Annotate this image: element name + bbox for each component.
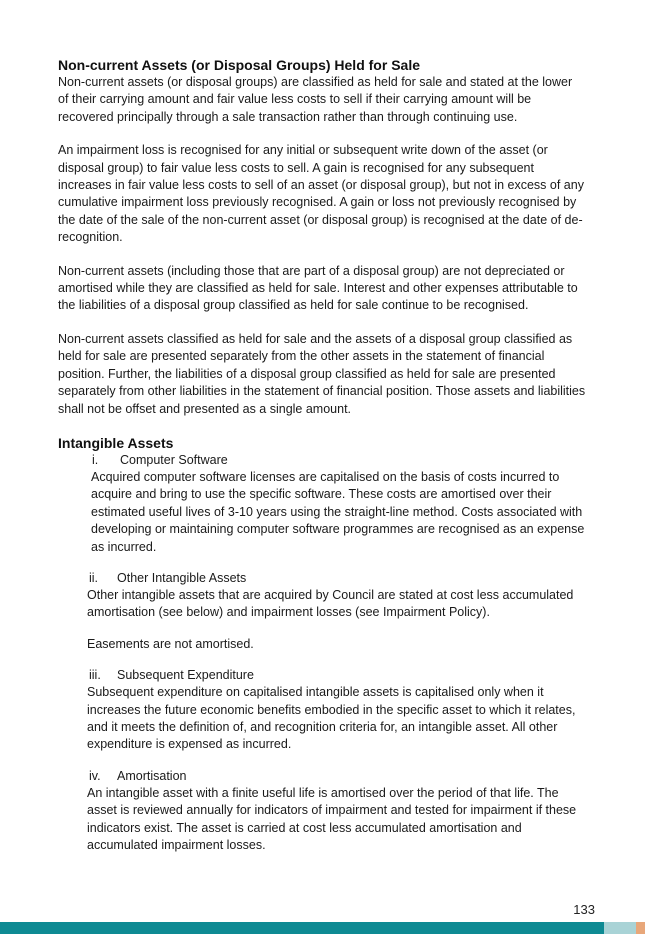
- subsection-heading: [89, 667, 586, 684]
- subsection-heading: [89, 570, 586, 587]
- footer-color-bar: [0, 922, 645, 934]
- section-title-held-for-sale: Non-current Assets (or Disposal Groups) Held for Sale: [58, 57, 420, 73]
- paragraph: Non-current assets (including those that are part of a disposal group) are not depreciated or amortised while they are classified as held for sale. Interest and other expenses attributable to the liabilities of a disposal group classified as held for sale continue to be recognised.: [58, 263, 578, 313]
- subsection-number: ii.: [89, 570, 99, 585]
- footer-bar-teal: [0, 922, 604, 934]
- subsection-heading: [92, 452, 586, 469]
- subsection-number: iii.: [89, 668, 101, 683]
- subsection-body: Subsequent expenditure on capitalised intangible assets is capitalised only when it increases the future economic benefits embodied in the specific asset to which it relates, and it meets the definition of, and recognition criteria for, an intangible asset. All other expenditure is expensed as incurred.: [87, 685, 576, 752]
- subsection-title: Computer Software: [120, 452, 228, 467]
- section-title-intangible-assets: Intangible Assets: [58, 434, 174, 451]
- page-number: 133: [573, 902, 595, 917]
- subsection-title: Other Intangible Assets: [117, 570, 247, 585]
- footer-bar-light: [604, 922, 636, 934]
- subsection-title: Amortisation: [117, 768, 187, 783]
- subsection-number: i.: [92, 452, 99, 467]
- paragraph: Non-current assets (or disposal groups) are classified as held for sale and stated at the lower of their carrying amount and fair value less costs to sell if their carrying amount will be recovered principally through a sale transaction rather than through continuing use.: [58, 75, 573, 124]
- subsection-body: An intangible asset with a finite useful life is amortised over the period of that life. The asset is reviewed annually for indicators of impairment and tested for impairment if these indicators exist. The asset is carried at cost less accumulated amortisation and accumulated impairment losses.: [87, 785, 577, 852]
- subsection-note: Easements are not amortised.: [87, 636, 254, 651]
- footer-bar-orange: [636, 922, 645, 934]
- subsection-heading: [89, 768, 586, 785]
- paragraph: An impairment loss is recognised for any initial or subsequent write down of the asset (or disposal group) to fair value less costs to sell. A gain is recognised for any subsequent increases in fair value less costs to sell of an asset (or disposal group), but not in excess of any cumulative impairment loss previously recognised. A gain or loss not previously recognised by the date of the sale of the non-current asset (or disposal group) is recognised at the date of de-recognition.: [58, 143, 584, 245]
- subsection-body: Other intangible assets that are acquired by Council are stated at cost less accumulated amortisation (see below) and impairment losses (see Impairment Policy).: [87, 587, 574, 620]
- subsection-title: Subsequent Expenditure: [117, 668, 254, 683]
- subsection-number: iv.: [89, 768, 101, 783]
- page-content: [58, 56, 586, 868]
- paragraph: Non-current assets classified as held for sale and the assets of a disposal group classified as held for sale are presented separately from the other assets in the statement of financial position. Further, the liabilities of a disposal group classified as held for sale are presented separately from other liabilities in the statement of financial position. Those assets and liabilities shall not be offset and presented as a single amount.: [58, 331, 586, 416]
- subsection-body: Acquired computer software licenses are capitalised on the basis of costs incurred to acquire and bring to use the specific software. These costs are amortised over their estimated useful lives of 3-10 years using the straight-line method. Costs associated with developing or maintaining computer software programmes are recognised as an expense as incurred.: [91, 469, 585, 554]
